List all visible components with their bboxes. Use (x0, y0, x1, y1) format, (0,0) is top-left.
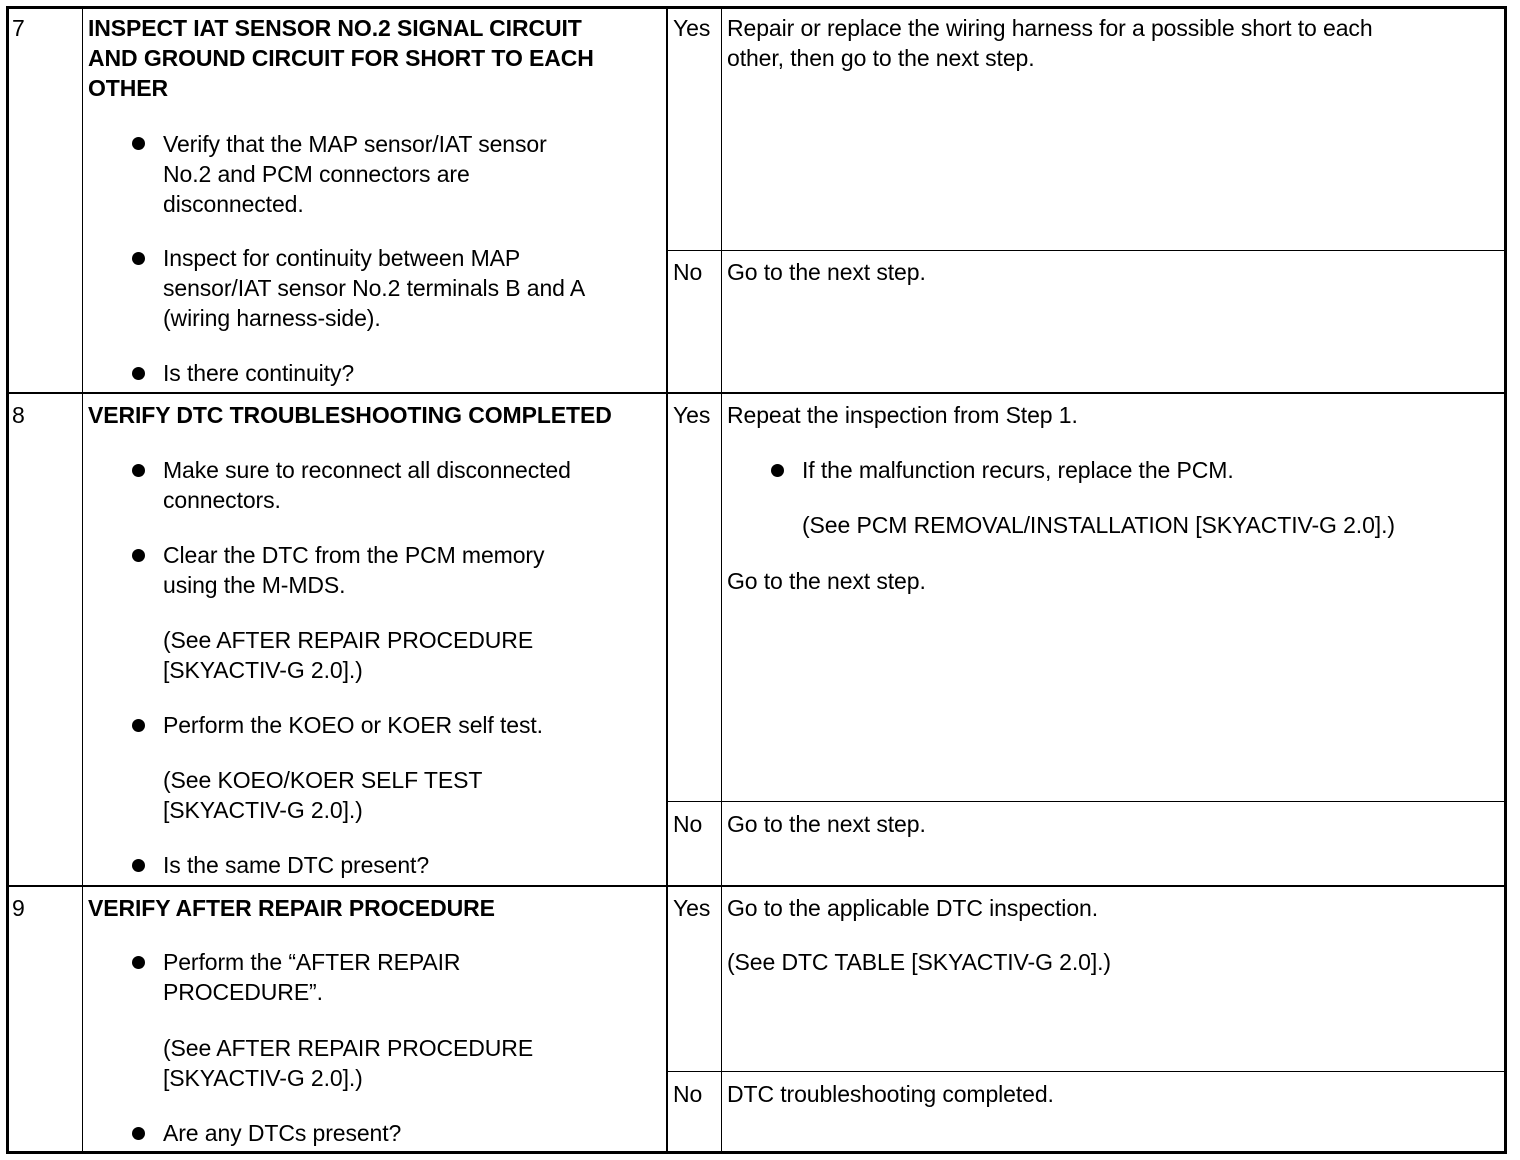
yes-action-text: other, then go to the next step. (727, 45, 1035, 71)
yes-label: Yes (673, 895, 711, 921)
yes-action-text: Repair or replace the wiring harness for a possible short to each (727, 15, 1373, 41)
bullet-icon (132, 464, 145, 477)
step-number: 8 (12, 402, 25, 428)
reference-text: (See PCM REMOVAL/INSTALLATION [SKYACTIV-G 2.0].) (802, 512, 1395, 538)
bullet-text: Perform the KOEO or KOER self test. (163, 712, 543, 738)
bullet-icon (132, 1127, 145, 1140)
bullet-text: PROCEDURE”. (163, 979, 323, 1005)
bullet-text: connectors. (163, 487, 281, 513)
bullet-text: Is the same DTC present? (163, 852, 430, 878)
step-title: VERIFY DTC TROUBLESHOOTING COMPLETED (88, 402, 612, 428)
yes-no-divider (666, 801, 1507, 802)
yes-label: Yes (673, 15, 711, 41)
bullet-text: sensor/IAT sensor No.2 terminals B and A (163, 275, 586, 301)
bullet-text: Inspect for continuity between MAP (163, 245, 521, 271)
bullet-text: Verify that the MAP sensor/IAT sensor (163, 131, 547, 157)
yes-action-text: Go to the next step. (727, 568, 926, 594)
bullet-text: disconnected. (163, 191, 304, 217)
reference-text: (See KOEO/KOER SELF TEST (163, 767, 483, 793)
no-action-text: Go to the next step. (727, 811, 926, 837)
bullet-text: using the M-MDS. (163, 572, 346, 598)
column-divider (666, 6, 668, 1154)
row-divider (6, 392, 1507, 394)
yes-no-divider (666, 1071, 1507, 1072)
bullet-icon (132, 137, 145, 150)
bullet-icon (771, 464, 784, 477)
bullet-icon (132, 956, 145, 969)
bullet-icon (132, 859, 145, 872)
reference-text: [SKYACTIV-G 2.0].) (163, 1065, 363, 1091)
reference-text: [SKYACTIV-G 2.0].) (163, 657, 363, 683)
bullet-icon (132, 252, 145, 265)
row-divider (6, 885, 1507, 887)
bullet-text: Make sure to reconnect all disconnected (163, 457, 571, 483)
reference-text: (See AFTER REPAIR PROCEDURE (163, 1035, 534, 1061)
step-number: 7 (12, 15, 25, 41)
bullet-text: Are any DTCs present? (163, 1120, 402, 1146)
step-title: OTHER (88, 75, 169, 101)
bullet-text: Clear the DTC from the PCM memory (163, 542, 545, 568)
no-action-text: Go to the next step. (727, 259, 926, 285)
step-title: INSPECT IAT SENSOR NO.2 SIGNAL CIRCUIT (88, 15, 582, 41)
step-title: VERIFY AFTER REPAIR PROCEDURE (88, 895, 495, 921)
step-title: AND GROUND CIRCUIT FOR SHORT TO EACH (88, 45, 594, 71)
bullet-icon (132, 367, 145, 380)
reference-text: (See AFTER REPAIR PROCEDURE (163, 627, 534, 653)
no-label: No (673, 1081, 703, 1107)
bullet-text: Is there continuity? (163, 360, 355, 386)
yes-label: Yes (673, 402, 711, 428)
bullet-icon (132, 719, 145, 732)
column-divider (82, 6, 83, 1154)
bullet-text: Perform the “AFTER REPAIR (163, 949, 461, 975)
no-action-text: DTC troubleshooting completed. (727, 1081, 1054, 1107)
yes-action-text: Repeat the inspection from Step 1. (727, 402, 1078, 428)
bullet-icon (132, 549, 145, 562)
yes-action-text: Go to the applicable DTC inspection. (727, 895, 1098, 921)
no-label: No (673, 811, 703, 837)
yes-no-divider (666, 250, 1507, 251)
no-label: No (673, 259, 703, 285)
yes-action-bullet: If the malfunction recurs, replace the PCM. (802, 457, 1234, 483)
bullet-text: (wiring harness-side). (163, 305, 381, 331)
reference-text: (See DTC TABLE [SKYACTIV-G 2.0].) (727, 949, 1111, 975)
column-divider (721, 6, 722, 1154)
step-number: 9 (12, 895, 25, 921)
bullet-text: No.2 and PCM connectors are (163, 161, 470, 187)
reference-text: [SKYACTIV-G 2.0].) (163, 797, 363, 823)
